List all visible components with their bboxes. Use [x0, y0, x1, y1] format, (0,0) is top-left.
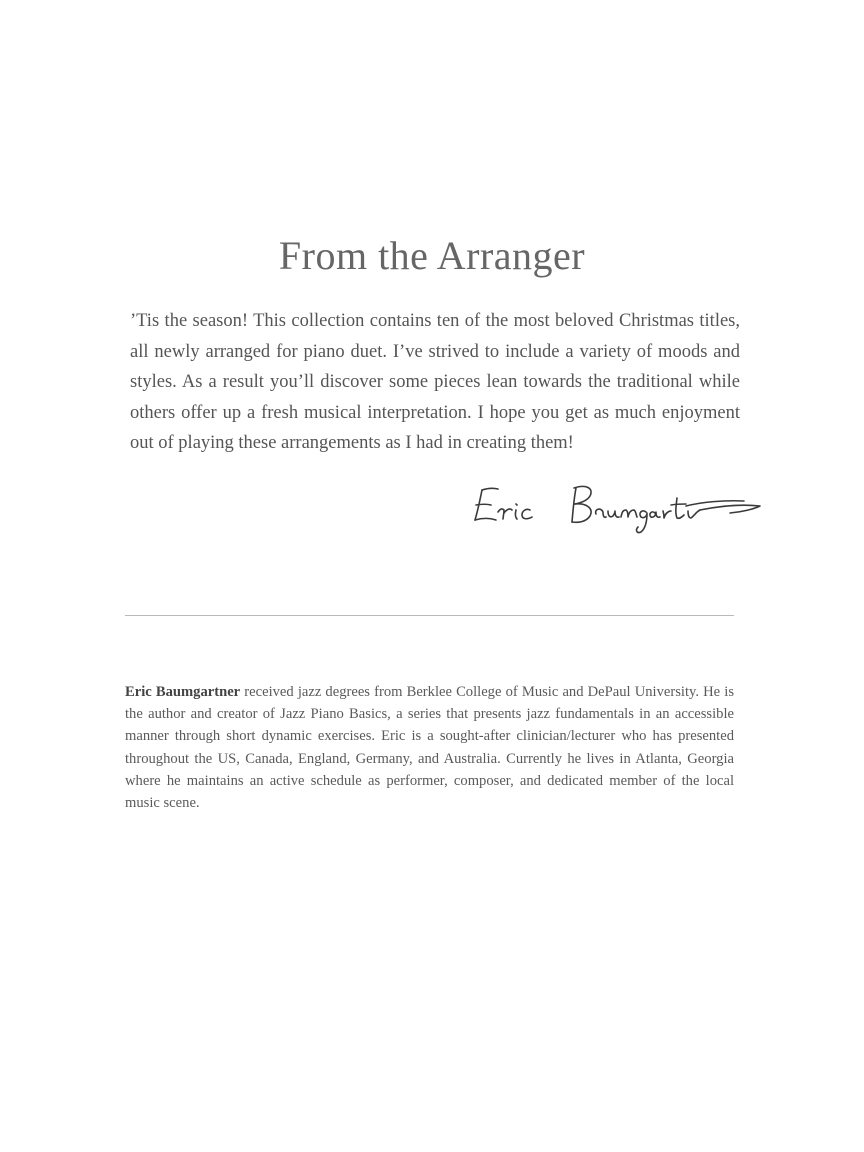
- bio-paragraph: [125, 681, 734, 814]
- section-divider: [125, 615, 734, 616]
- bio-name: Eric Baumgartner: [125, 684, 241, 700]
- bio-text: received jazz degrees from Berklee College of Music and DePaul University. He is the author and creator of Jazz Piano Basics, a series that presents jazz fundamentals in an accessible manner through short dynamic exercises. Eric is a sought-after clinician/lecturer who has presented throughout the US, Canada, England, Germany, and Australia. Currently he lives in Atlanta, Georgia where he maintains an active schedule as performer, composer, and dedicated member of the local music scene.: [125, 684, 734, 812]
- intro-paragraph: ’Tis the season! This collection contains ten of the most beloved Christmas titles, all newly arranged for piano duet. I’ve strived to include a variety of moods and styles. As a result you’ll discover some pieces lean towards the traditional while others offer up a fresh musical interpretation. I hope you get as much enjoyment out of playing these arrangements as I had in creating them!: [130, 311, 740, 453]
- signature: [424, 476, 792, 538]
- page-title: From the Arranger: [278, 233, 586, 278]
